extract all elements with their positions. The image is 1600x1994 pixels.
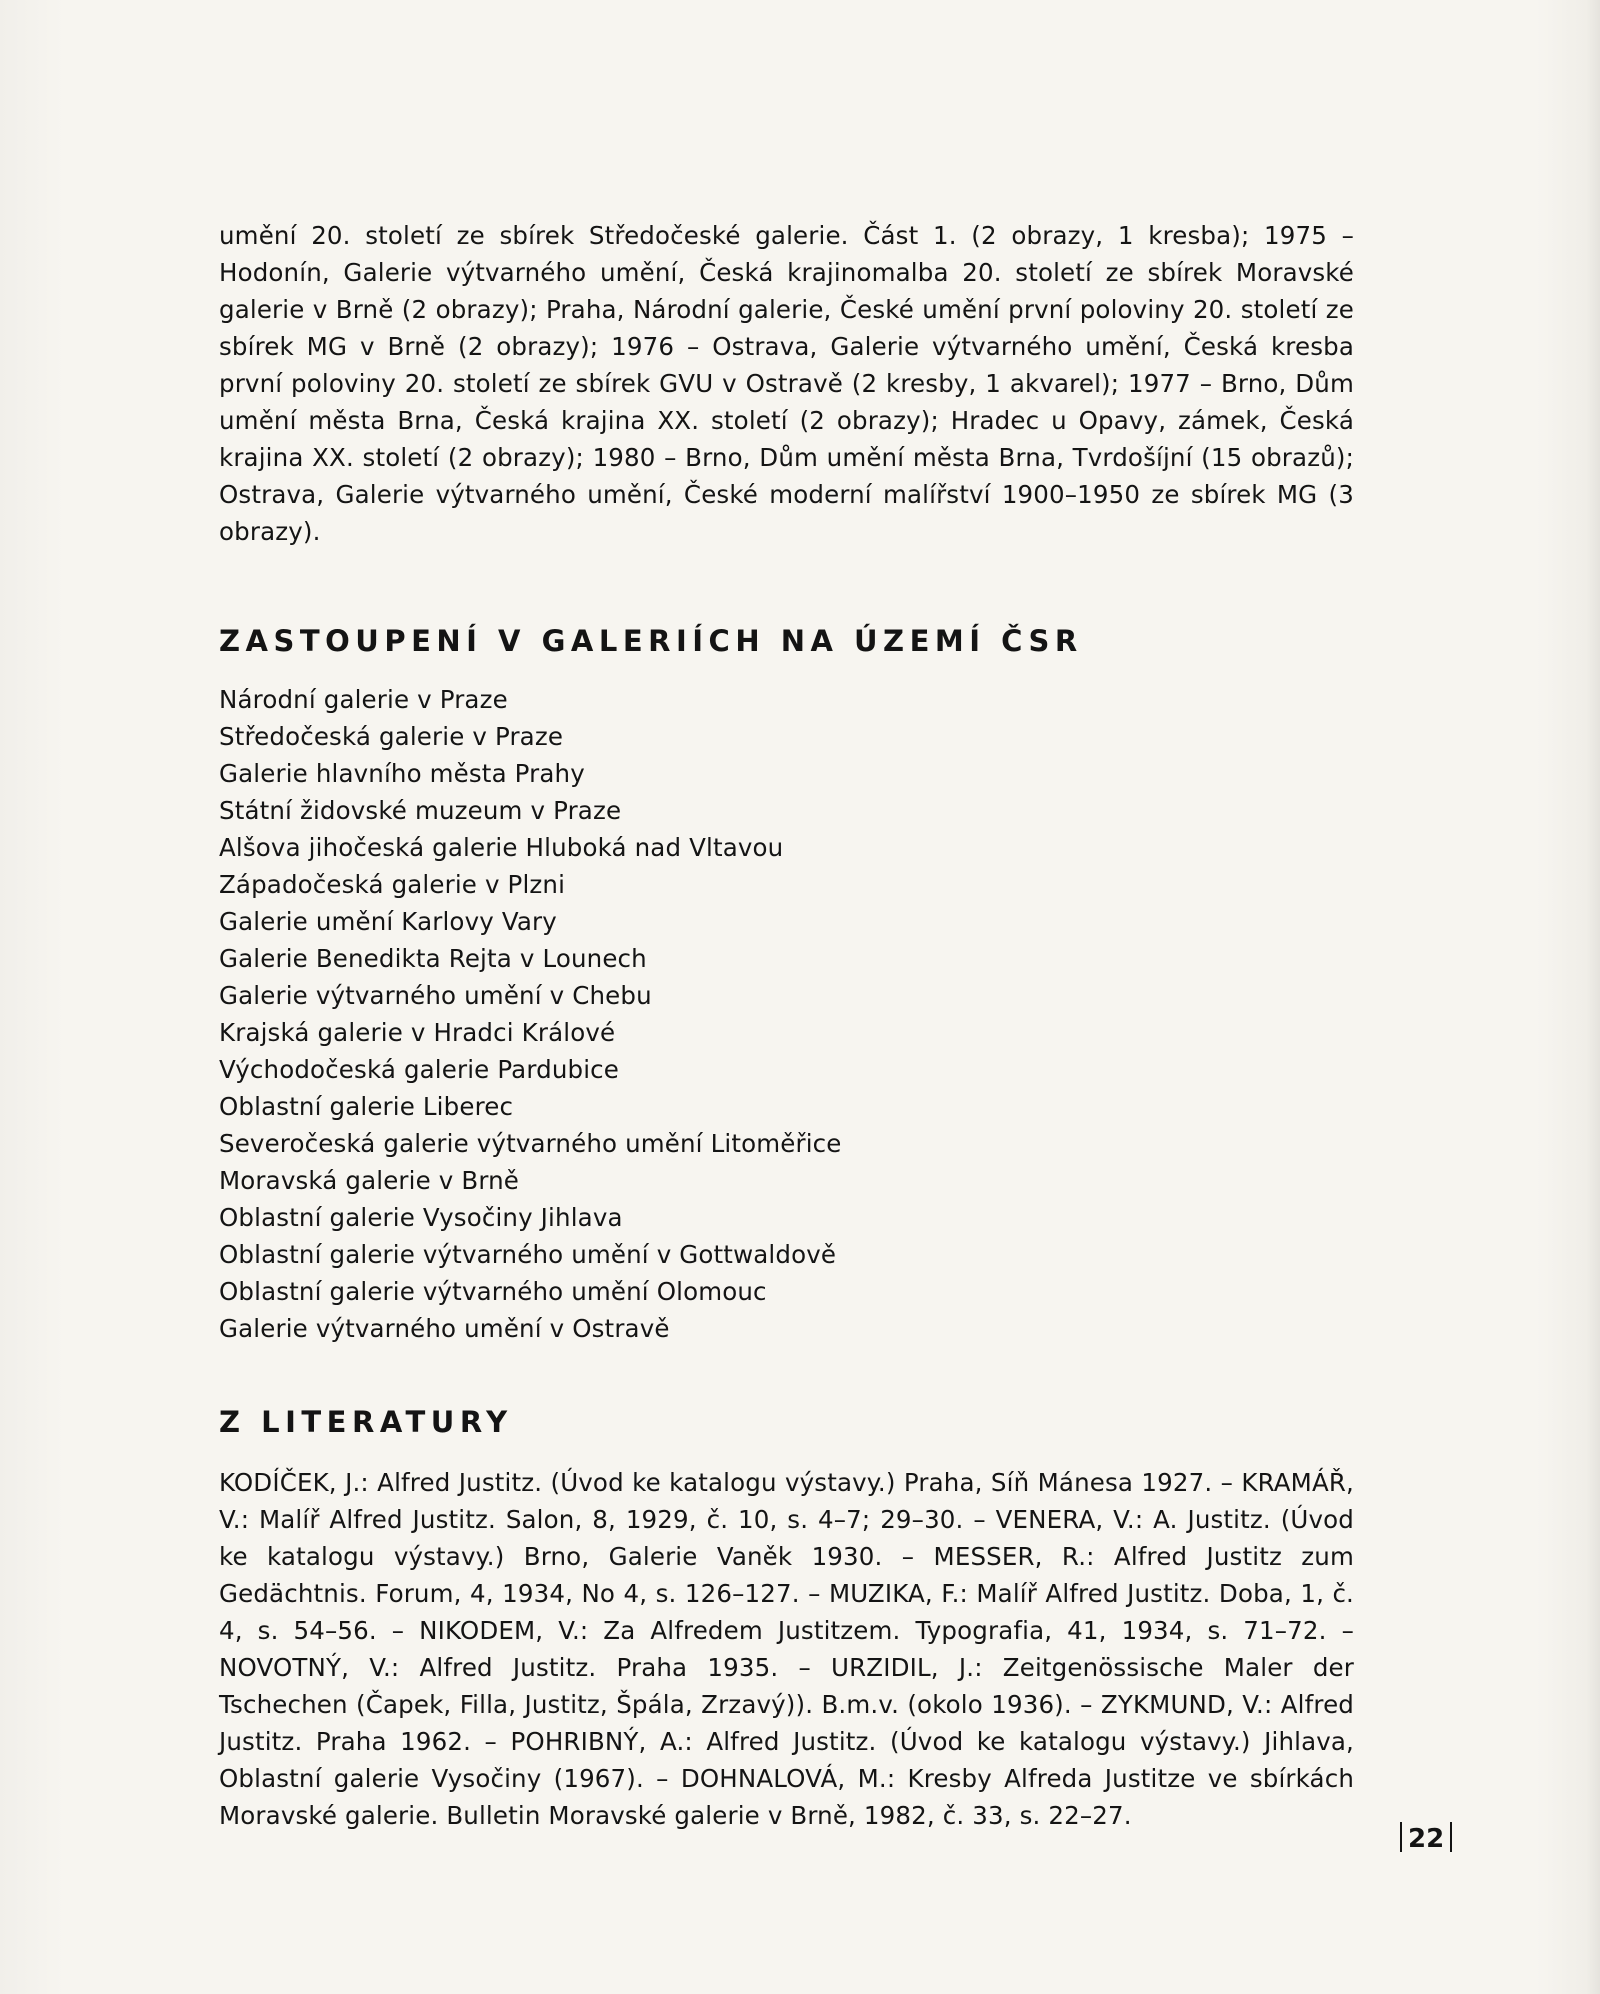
gallery-item: Galerie výtvarného umění v Ostravě: [219, 1314, 670, 1343]
gallery-item: Galerie výtvarného umění v Chebu: [219, 981, 652, 1010]
page-edge-shadow: [1586, 0, 1600, 1994]
gallery-item: Oblastní galerie Liberec: [219, 1092, 514, 1121]
gallery-item: Oblastní galerie výtvarného umění v Gottwaldově: [219, 1240, 837, 1269]
literature-paragraph: KODÍČEK, J.: Alfred Justitz. (Úvod ke katalogu výstavy.) Praha, Síň Mánesa 1927. – KRAMÁŘ, V.: Malíř Alfred Justitz. Salon, 8, 1929, č. 10, s. 4–7; 29–30. – VENERA, V.: A. Justitz. (Úvod ke katalogu výstavy.) Brno, Galerie Vaněk 1930. – MESSER, R.: Alfred Justitz zum Gedächtnis. Forum, 4, 1934, No 4, s. 126–127. – MUZIKA, F.: Malíř Alfred Justitz. Doba, 1, č. 4, s. 54–56. – NIKODEM, V.: Za Alfredem Justitzem. Typografia, 41, 1934, s. 71–72. – NOVOTNÝ, V.: Alfred Justitz. Praha 1935. – URZIDIL, J.: Zeitgenössische Maler der Tschechen (Čapek, Filla, Justitz, Špála, Zrzavý)). B.m.v. (okolo 1936). – ZYKMUND, V.: Alfred Justitz. Praha 1962. – POHRIBNÝ, A.: Alfred Justitz. (Úvod ke katalogu výstavy.) Jihlava, Oblastní galerie Vysočiny (1967). – DOHNALOVÁ, M.: Kresby Alfreda Justitze ve sbírkách Moravské galerie. Bulletin Moravské galerie v Brně, 1982, č. 33, s. 22–27.: [219, 1468, 1354, 1830]
text-column: [219, 217, 1354, 1834]
gallery-item: Středočeská galerie v Praze: [219, 722, 564, 751]
gallery-item: Východočeská galerie Pardubice: [219, 1055, 619, 1084]
page-number: [1394, 1822, 1458, 1856]
literature-heading: Z LITERATURY: [219, 1405, 513, 1439]
gallery-item: Moravská galerie v Brně: [219, 1166, 520, 1195]
gallery-item: Oblastní galerie Vysočiny Jihlava: [219, 1203, 623, 1232]
gallery-item: Státní židovské muzeum v Praze: [219, 796, 622, 825]
gallery-item: Západočeská galerie v Plzni: [219, 870, 566, 899]
gallery-item: Národní galerie v Praze: [219, 685, 508, 714]
gallery-item: Alšova jihočeská galerie Hluboká nad Vltavou: [219, 833, 784, 862]
gallery-item: Galerie umění Karlovy Vary: [219, 907, 557, 936]
gallery-item: Oblastní galerie výtvarného umění Olomouc: [219, 1277, 767, 1306]
gallery-item: Krajská galerie v Hradci Králové: [219, 1018, 616, 1047]
galleries-list: [219, 681, 1354, 1347]
page-number-right-rule: [1450, 1822, 1452, 1852]
page-number-left-rule: [1400, 1822, 1402, 1852]
exhibitions-continued-paragraph: umění 20. století ze sbírek Středočeské galerie. Část 1. (2 obrazy, 1 kresba); 1975 – Hodonín, Galerie výtvarného umění, Česká krajinomalba 20. století ze sbírek Moravské galerie v Brně (2 obrazy); Praha, Národní galerie, České umění první poloviny 20. století ze sbírek MG v Brně (2 obrazy); 1976 – Ostrava, Galerie výtvarného umění, Česká kresba první poloviny 20. století ze sbírek GVU v Ostravě (2 kresby, 1 akvarel); 1977 – Brno, Dům umění města Brna, Česká krajina XX. století (2 obrazy); Hradec u Opavy, zámek, Česká krajina XX. století (2 obrazy); 1980 – Brno, Dům umění města Brna, Tvrdošíjní (15 obrazů); Ostrava, Galerie výtvarného umění, České moderní malířství 1900–1950 ze sbírek MG (3 obrazy).: [219, 221, 1354, 546]
page-number-value: 22: [1408, 1824, 1445, 1854]
galleries-heading: ZASTOUPENÍ V GALERIÍCH NA ÚZEMÍ ČSR: [219, 624, 1083, 658]
gallery-item: Galerie Benedikta Rejta v Lounech: [219, 944, 647, 973]
gallery-item: Galerie hlavního města Prahy: [219, 759, 585, 788]
gallery-item: Severočeská galerie výtvarného umění Litoměřice: [219, 1129, 842, 1158]
